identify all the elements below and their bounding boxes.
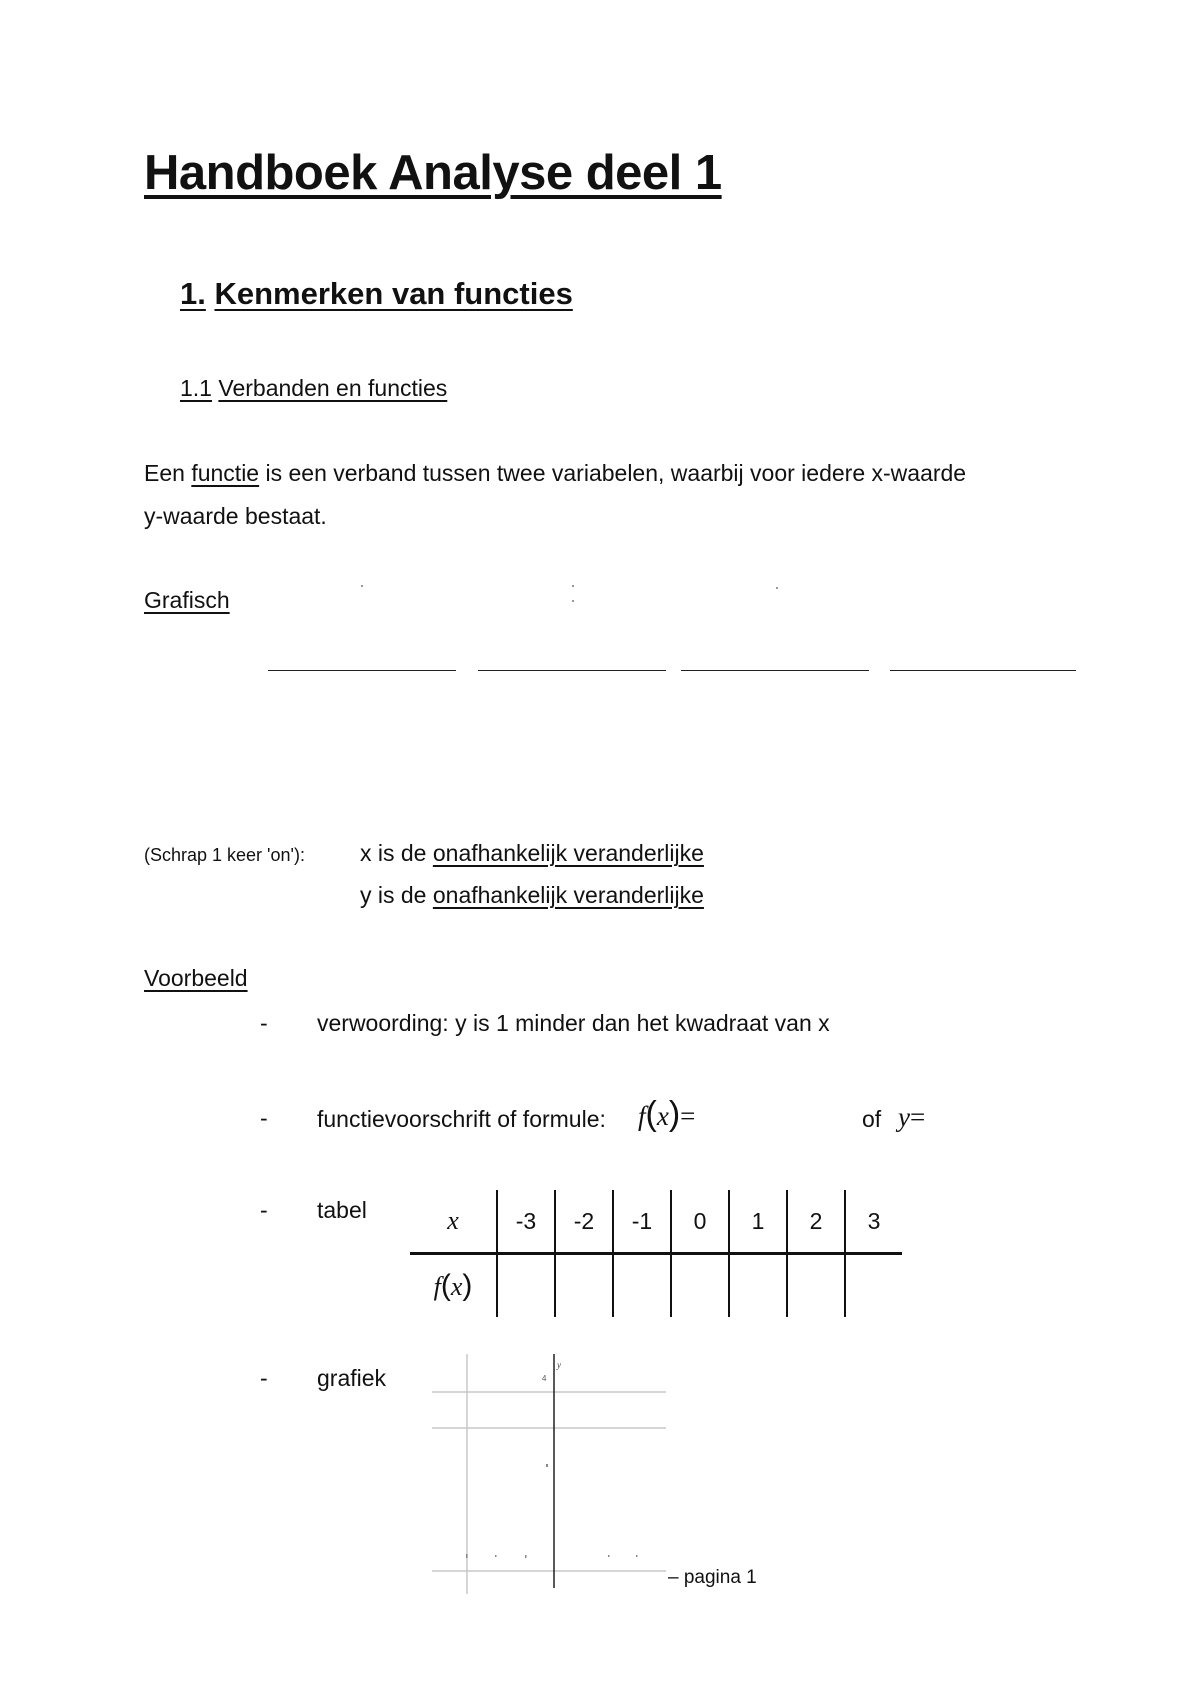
schrap-x-prefix: x is de <box>360 840 433 866</box>
answer-blank <box>890 670 1076 671</box>
bullet: - <box>260 1105 268 1131</box>
voorbeeld-label: Voorbeeld <box>144 965 248 991</box>
answer-blank <box>681 670 869 671</box>
axis-ticks <box>466 1464 638 1558</box>
diagram-mark <box>361 585 363 587</box>
table-cell-empty <box>787 1254 845 1318</box>
section-title: Verbanden en functies <box>218 375 448 401</box>
chapter-heading <box>180 276 573 312</box>
schrap-y-term: onafhankelijk veranderlijke <box>432 882 704 908</box>
table-cell-empty <box>555 1254 613 1318</box>
section-heading <box>180 375 447 402</box>
table-cell-empty <box>613 1254 671 1318</box>
page-footer: – pagina 1 <box>668 1567 757 1588</box>
definition-term: functie <box>191 460 260 486</box>
table-cell-empty <box>497 1254 555 1318</box>
bullet: - <box>260 1010 268 1036</box>
definition-prefix: Een <box>144 460 192 486</box>
grafisch-label: Grafisch <box>144 587 230 613</box>
bullet: - <box>260 1365 268 1391</box>
document-title: Handboek Analyse deel 1 <box>144 146 722 200</box>
diagram-mark <box>572 600 574 602</box>
schrap-x-term: onafhankelijk veranderlijke <box>432 840 704 866</box>
bullet: - <box>260 1197 268 1223</box>
table-cell: 3 <box>845 1190 902 1254</box>
definition-line-2: y-waarde bestaat. <box>144 503 327 529</box>
diagram-mark <box>776 587 778 589</box>
section-number: 1.1 <box>180 375 212 401</box>
table-cell-empty <box>729 1254 787 1318</box>
schrap-line-2 <box>360 882 704 909</box>
schrap-y-prefix: y is de <box>360 882 433 908</box>
answer-blank <box>268 670 456 671</box>
table-fx-header: f(x) <box>433 1269 473 1302</box>
definition-rest: is een verband tussen twee variabelen, waarbij voor iedere x-waarde <box>259 460 967 486</box>
table-cell: 0 <box>671 1190 729 1254</box>
tabel-text: tabel <box>317 1197 367 1223</box>
table-cell: 2 <box>787 1190 845 1254</box>
value-table <box>410 1190 902 1317</box>
formula-y: y= <box>898 1102 926 1132</box>
chapter-number: 1. <box>180 276 206 311</box>
definition-line-1 <box>144 460 966 487</box>
table-cell: 1 <box>729 1190 787 1254</box>
diagram-mark <box>572 585 574 587</box>
y-axis-tick-label: 4 <box>542 1374 547 1383</box>
grafiek-text: grafiek <box>317 1365 387 1391</box>
verwoording-text: verwoording: y is 1 minder dan het kwadraat van x <box>317 1010 830 1036</box>
formula-fx: f(x)= <box>638 1095 696 1133</box>
graph-grid <box>432 1354 672 1594</box>
y-axis-label: y <box>557 1360 561 1370</box>
of-word: of <box>862 1106 882 1132</box>
table-cell-empty <box>845 1254 902 1318</box>
table-cell: -1 <box>613 1190 671 1254</box>
table-cell-empty <box>671 1254 729 1318</box>
formule-text: functievoorschrift of formule: <box>317 1106 606 1132</box>
table-cell: -2 <box>555 1190 613 1254</box>
schrap-label: (Schrap 1 keer 'on'): <box>144 845 305 865</box>
schrap-line-1 <box>360 840 704 867</box>
chapter-title: Kenmerken van functies <box>214 276 573 311</box>
table-cell: -3 <box>497 1190 555 1254</box>
answer-blank <box>478 670 666 671</box>
table-x-header: x <box>410 1190 497 1254</box>
